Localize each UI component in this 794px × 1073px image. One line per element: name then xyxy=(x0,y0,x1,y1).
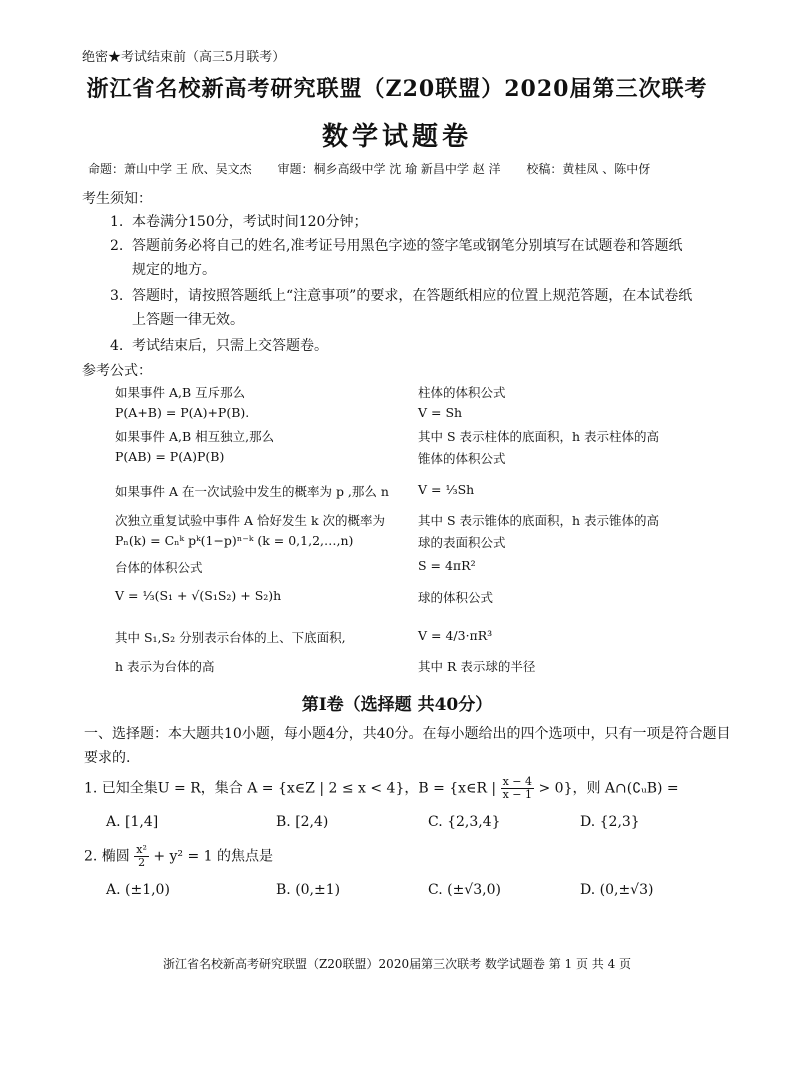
formula-left-line: 如果事件 A 在一次试验中发生的概率为 p ,那么 n xyxy=(115,484,389,499)
question-2-stem xyxy=(84,844,273,869)
notice-item-text: 答题时，请按照答题纸上“注意事项”的要求，在答题纸相应的位置上规范答题，在本试卷纸 xyxy=(132,288,693,304)
formula-right-line: 球的表面积公式 xyxy=(418,535,506,550)
formula-left-line: 其中 S₁,S₂ 分别表示台体的上、下底面积, xyxy=(115,630,346,645)
formula-right-line: 锥体的体积公式 xyxy=(418,451,506,466)
formula-left-line: h 表示为台体的高 xyxy=(115,659,215,674)
notice-item-number: 3. xyxy=(110,288,124,304)
credit-reviewer: 审题：桐乡高级中学 沈 瑜 新昌中学 赵 洋 xyxy=(277,162,501,176)
formula-left-line: V = ⅓(S₁ + √(S₁S₂) + S₂)h xyxy=(115,588,282,603)
notice-item xyxy=(110,284,692,308)
notice-item-number: 2. xyxy=(110,238,124,254)
formula-left-line: 台体的体积公式 xyxy=(115,560,203,575)
question-2-stem-a: 2. 椭圆 xyxy=(84,848,130,865)
formula-right-line: 球的体积公式 xyxy=(418,590,494,605)
formula-right-line: V = ⅓Sh xyxy=(418,482,475,497)
formula-left-line: 次独立重复试验中事件 A 恰好发生 k 次的概率为 xyxy=(115,513,385,528)
part-title: 第Ⅰ卷（选择题 共40分） xyxy=(301,695,493,715)
notice-item-text: 答题前务必将自己的姓名,准考证号用黑色字迹的签字笔或钢笔分别填写在试题卷和答题纸 xyxy=(132,238,683,254)
formula-right-line: V = Sh xyxy=(418,405,463,420)
formula-right-line: V = 4/3·πR³ xyxy=(418,628,493,643)
formula-left-line: P(AB) = P(A)P(B) xyxy=(115,449,225,464)
formula-right-line: 其中 R 表示球的半径 xyxy=(418,659,536,674)
question-2-option-a: A. (±1,0) xyxy=(106,882,170,898)
formula-right-line: 其中 S 表示柱体的底面积，h 表示柱体的高 xyxy=(418,429,660,444)
credit-author: 命题：萧山中学 王 欣、吴文杰 xyxy=(88,162,252,176)
question-2-option-c: C. (±√3,0) xyxy=(428,882,501,898)
notice-item-text: 考试结束后，只需上交答题卷。 xyxy=(132,338,328,354)
exam-subtitle: 数学试题卷 xyxy=(321,122,472,152)
question-2-option-d: D. (0,±√3) xyxy=(580,882,654,898)
credits-line xyxy=(88,160,672,177)
question-1-option-b: B. [2,4) xyxy=(276,814,329,830)
exam-title: 浙江省名校新高考研究联盟（Z20联盟）2020届第三次联考 xyxy=(86,76,708,102)
notice-item xyxy=(110,234,682,258)
formulas-heading: 参考公式： xyxy=(82,363,152,379)
notice-item-number: 4. xyxy=(110,338,124,354)
fraction-denominator: x − 1 xyxy=(502,788,533,801)
formula-right-line: 其中 S 表示锥体的底面积，h 表示锥体的高 xyxy=(418,513,660,528)
question-1-fraction xyxy=(501,776,534,801)
question-1-stem xyxy=(84,776,679,801)
fraction-numerator: x² xyxy=(136,843,147,856)
notice-item-continuation: 上答题一律无效。 xyxy=(132,312,244,328)
notice-item-continuation: 规定的地方。 xyxy=(132,262,216,278)
question-1-option-d: D. {2,3} xyxy=(580,814,640,830)
formula-left-line: 如果事件 A,B 相互独立,那么 xyxy=(115,429,275,444)
formula-left-line: 如果事件 A,B 互斥那么 xyxy=(115,385,246,400)
section-instructions: 一、选择题：本大题共10小题，每小题4分，共40分。在每小题给出的四个选项中，只有一项是符合题目要求的. xyxy=(84,726,731,766)
question-1-option-a: A. [1,4] xyxy=(106,814,159,830)
notice-item-text: 本卷满分150分，考试时间120分钟； xyxy=(132,214,368,230)
question-1-option-c: C. {2,3,4} xyxy=(428,814,501,830)
formula-right-line: S = 4πR² xyxy=(418,558,476,573)
formula-left-line: Pₙ(k) = Cₙᵏ pᵏ(1−p)ⁿ⁻ᵏ (k = 0,1,2,…,n) xyxy=(115,533,354,548)
formula-right-line: 柱体的体积公式 xyxy=(418,385,506,400)
fraction-numerator: x − 4 xyxy=(502,775,533,788)
notice-heading: 考生须知： xyxy=(82,191,152,207)
question-1-stem-b: > 0}，则 A∩(∁ᵤB) = xyxy=(538,780,679,797)
formula-left-line: P(A+B) = P(A)+P(B). xyxy=(115,405,250,420)
question-2-option-b: B. (0,±1) xyxy=(276,882,341,898)
fraction-denominator: 2 xyxy=(138,856,146,869)
notice-item xyxy=(110,334,328,358)
credit-proofreader: 校稿：黄桂凤 、陈中伢 xyxy=(526,162,651,176)
notice-item xyxy=(110,210,367,234)
notice-item-number: 1. xyxy=(110,214,124,230)
question-2-fraction xyxy=(134,844,149,869)
page-footer: 浙江省名校新高考研究联盟（Z20联盟）2020届第三次联考 数学试题卷 第 1 页 共 4 页 xyxy=(162,957,632,971)
question-1-stem-a: 1. 已知全集U = R，集合 A = {x∈Z | 2 ≤ x < 4}，B = {x∈R | xyxy=(84,780,497,797)
secrecy-label: 绝密★考试结束前（高三5月联考） xyxy=(82,50,286,65)
question-2-stem-b: + y² = 1 的焦点是 xyxy=(153,848,274,865)
